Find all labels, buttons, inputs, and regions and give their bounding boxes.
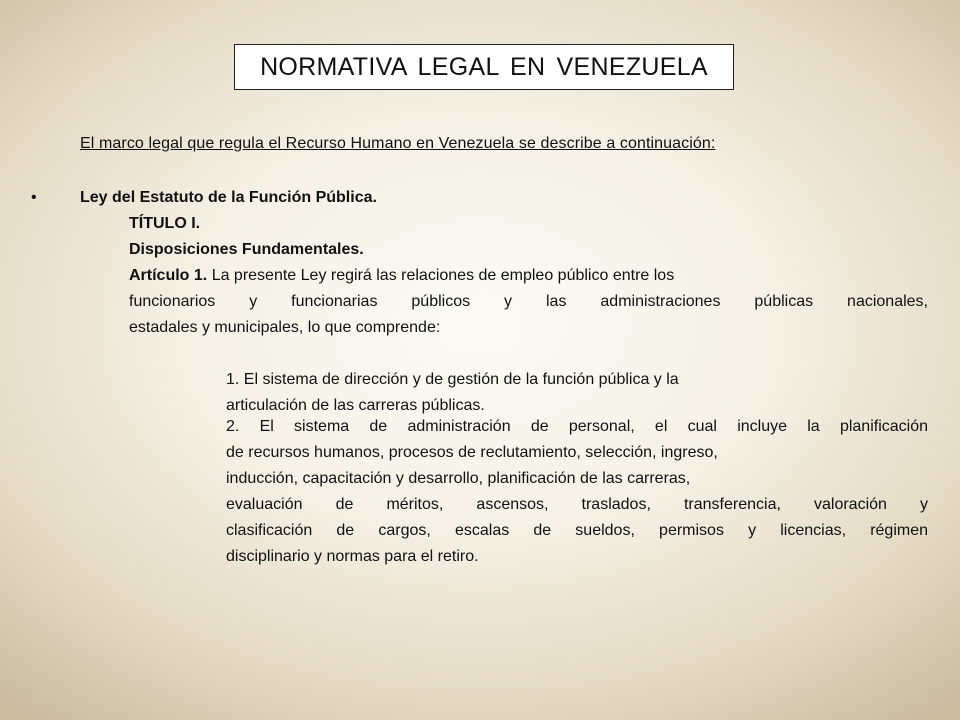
bullet-marker: • xyxy=(31,189,37,206)
section-heading: Disposiciones Fundamentales. xyxy=(129,241,364,258)
item-1-line-2: articulación de las carreras públicas. xyxy=(226,397,485,414)
titulo-heading: TÍTULO I. xyxy=(129,215,201,232)
article-1-line-3: estadales y municipales, lo que comprende: xyxy=(129,319,441,336)
law-name: Ley del Estatuto de la Función Pública. xyxy=(80,189,377,206)
article-label: Artículo 1. xyxy=(129,267,208,284)
item-2-line-4: evaluación de méritos, ascensos, traslados, transferencia, valoración y xyxy=(226,496,928,513)
intro-text: El marco legal que regula el Recurso Humano en Venezuela se describe a continuación: xyxy=(80,135,716,152)
item-2-line-3: inducción, capacitación y desarrollo, planificación de las carreras, xyxy=(226,470,691,487)
item-2-line-5: clasificación de cargos, escalas de sueldos, permisos y licencias, régimen xyxy=(226,522,928,539)
item-2-line-1: 2. El sistema de administración de personal, el cual incluye la planificación xyxy=(226,418,928,435)
item-1-line-1: 1. El sistema de dirección y de gestión de la función pública y la xyxy=(226,371,679,388)
item-2-line-2: de recursos humanos, procesos de reclutamiento, selección, ingreso, xyxy=(226,444,718,461)
item-2-line-6: disciplinario y normas para el retiro. xyxy=(226,548,479,565)
article-text: La presente Ley regirá las relaciones de empleo público entre los xyxy=(211,267,675,284)
slide-title: NORMATIVA LEGAL EN VENEZUELA xyxy=(234,44,734,90)
article-1-line-1 xyxy=(129,263,928,289)
article-1-line-2: funcionarios y funcionarias públicos y las administraciones públicas nacionales, xyxy=(129,293,928,310)
